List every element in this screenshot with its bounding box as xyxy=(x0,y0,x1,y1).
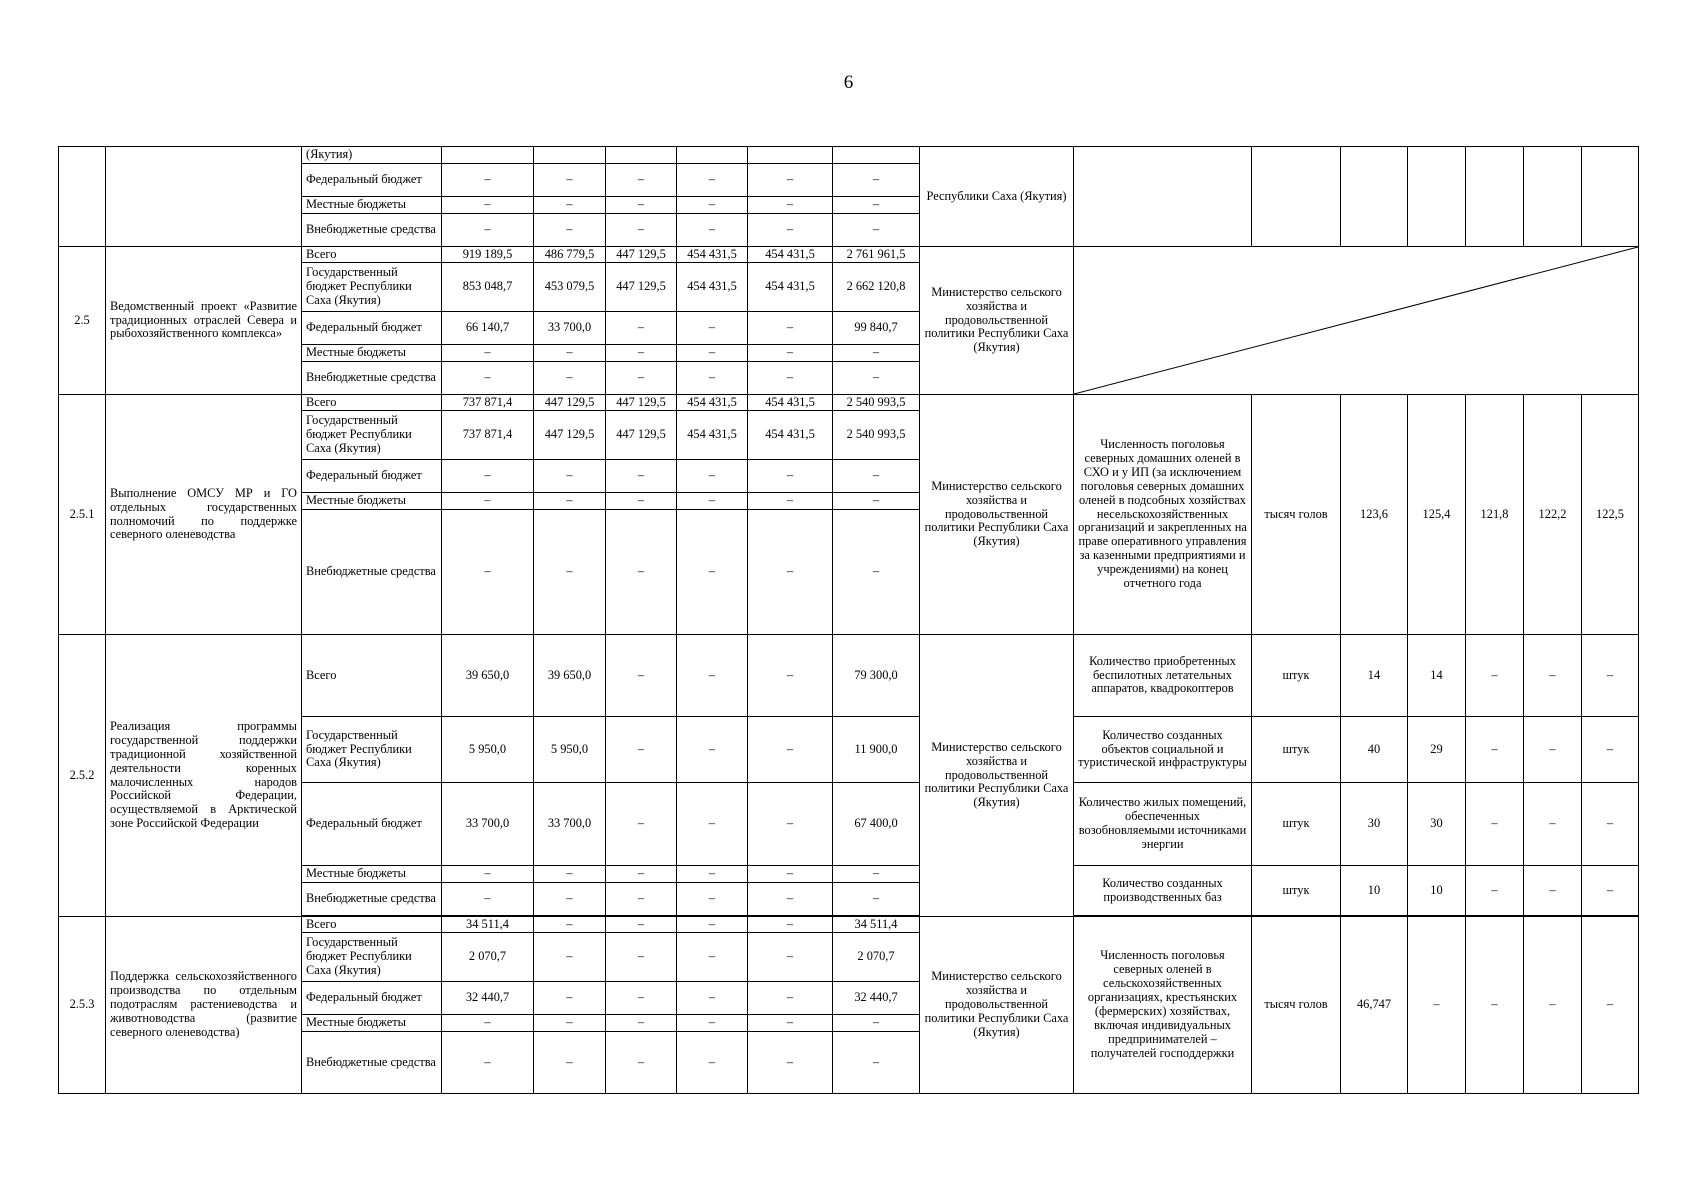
value-cell: 853 048,7 xyxy=(442,263,534,312)
source-label: Местные бюджеты xyxy=(302,345,442,362)
table-row: Внебюджетные средства – – – – – – xyxy=(59,214,1639,247)
source-label: Внебюджетные средства xyxy=(302,214,442,247)
value-cell: – xyxy=(748,635,833,717)
value-cell: – xyxy=(833,460,920,493)
value-cell: – xyxy=(833,493,920,510)
value-cell: – xyxy=(606,717,677,783)
value-cell: – xyxy=(748,345,833,362)
indicator-value: 30 xyxy=(1341,783,1408,866)
value-cell: – xyxy=(442,510,534,635)
value-cell: – xyxy=(833,362,920,395)
indicator-unit: тысяч голов xyxy=(1252,917,1341,1094)
indicator-value: – xyxy=(1582,917,1639,1094)
value-cell: 919 189,5 xyxy=(442,247,534,263)
value-cell: 39 650,0 xyxy=(534,635,606,717)
value-cell: 34 511,4 xyxy=(833,917,920,933)
value-cell: – xyxy=(606,460,677,493)
value-cell: 2 761 961,5 xyxy=(833,247,920,263)
value-cell: – xyxy=(833,345,920,362)
value-cell: – xyxy=(442,866,534,883)
value-cell: – xyxy=(748,1015,833,1032)
value-cell: – xyxy=(606,345,677,362)
cont-num-cell xyxy=(59,147,106,247)
executor-cell: Республики Саха (Якутия) xyxy=(920,147,1074,247)
value-cell: 34 511,4 xyxy=(442,917,534,933)
indicator-value: – xyxy=(1582,866,1639,916)
value-cell: 447 129,5 xyxy=(606,411,677,460)
table-row xyxy=(59,147,1639,164)
executor-cell: Министерство сельского хозяйства и продовольственной политики Республики Саха (Якутия) xyxy=(920,395,1074,635)
value-cell: 454 431,5 xyxy=(677,263,748,312)
value-cell: – xyxy=(748,362,833,395)
source-label: Федеральный бюджет xyxy=(302,460,442,493)
indicator-value: 14 xyxy=(1341,635,1408,717)
value-cell: – xyxy=(748,917,833,933)
indicator-name: Количество жилых помещений, обеспеченных возобновляемыми источниками энергии xyxy=(1074,783,1252,866)
value-cell: – xyxy=(534,933,606,982)
event-name: Поддержка сельскохозяйственного производства по отдельным подотраслям растениеводства и животноводства (развитие северного оленеводства) xyxy=(106,917,302,1094)
value-cell: – xyxy=(442,883,534,916)
indicator-value: 14 xyxy=(1408,635,1466,717)
table-row: Федеральный бюджет – – – – – – xyxy=(59,164,1639,197)
indicator-value: 125,4 xyxy=(1408,395,1466,635)
value-cell: – xyxy=(606,917,677,933)
value-cell: 66 140,7 xyxy=(442,312,534,345)
indicator-unit: тысяч голов xyxy=(1252,395,1341,635)
diagonal-line xyxy=(1074,247,1638,394)
value-cell: 454 431,5 xyxy=(748,411,833,460)
value-cell: – xyxy=(677,493,748,510)
executor-cell: Министерство сельского хозяйства и продовольственной политики Республики Саха (Якутия) xyxy=(920,917,1074,1094)
row-number: 2.5.1 xyxy=(59,395,106,635)
value-cell: 33 700,0 xyxy=(534,783,606,866)
value-cell: 79 300,0 xyxy=(833,635,920,717)
value-cell: 447 129,5 xyxy=(606,395,677,411)
value-cell: – xyxy=(677,883,748,916)
table-row xyxy=(59,395,1639,411)
indicator-value: 122,2 xyxy=(1524,395,1582,635)
source-label: Внебюджетные средства xyxy=(302,362,442,395)
value-cell: 486 779,5 xyxy=(534,247,606,263)
value-cell: – xyxy=(677,933,748,982)
indicator-value: 29 xyxy=(1408,717,1466,783)
indicator-value: – xyxy=(1466,783,1524,866)
value-cell: – xyxy=(606,493,677,510)
table-row xyxy=(59,635,1639,717)
value-cell: – xyxy=(534,345,606,362)
value-cell: – xyxy=(606,783,677,866)
indicator-unit: штук xyxy=(1252,717,1341,783)
value-cell: – xyxy=(677,460,748,493)
source-label: Всего xyxy=(302,917,442,933)
indicator-value: – xyxy=(1466,635,1524,717)
value-cell: 99 840,7 xyxy=(833,312,920,345)
source-label: Местные бюджеты xyxy=(302,1015,442,1032)
value-cell: 67 400,0 xyxy=(833,783,920,866)
indicator-value: – xyxy=(1466,717,1524,783)
value-cell: – xyxy=(606,866,677,883)
value-cell: – xyxy=(442,1015,534,1032)
source-label: Местные бюджеты xyxy=(302,866,442,883)
indicator-unit: штук xyxy=(1252,783,1341,866)
indicator-value: – xyxy=(1466,917,1524,1094)
indicator-name: Численность поголовья северных оленей в сельскохозяйственных организациях, крестьянских (фермерских) хозяйствах, включая индивидуальных предпринимателей – получателей господдержки xyxy=(1074,917,1252,1094)
value-cell: – xyxy=(534,917,606,933)
indicator-value: – xyxy=(1524,717,1582,783)
table-row: Местные бюджеты – – – – – – xyxy=(59,197,1639,214)
value-cell: – xyxy=(534,866,606,883)
value-cell: – xyxy=(534,883,606,916)
indicator-value: 46,747 xyxy=(1341,917,1408,1094)
indicator-name: Количество созданных производственных баз xyxy=(1074,866,1252,916)
source-label: Федеральный бюджет xyxy=(302,164,442,197)
value-cell: – xyxy=(442,493,534,510)
cont-name-cell xyxy=(106,147,302,247)
source-label: Местные бюджеты xyxy=(302,493,442,510)
program-table xyxy=(58,146,1639,1094)
value-cell: – xyxy=(748,717,833,783)
indicator-value: – xyxy=(1582,635,1639,717)
source-label: Внебюджетные средства xyxy=(302,1032,442,1094)
source-label: Федеральный бюджет xyxy=(302,312,442,345)
value-cell: 32 440,7 xyxy=(833,982,920,1015)
value-cell: 454 431,5 xyxy=(677,411,748,460)
value-cell: – xyxy=(606,883,677,916)
value-cell: – xyxy=(748,1032,833,1094)
value-cell: – xyxy=(606,362,677,395)
source-label: Государственный бюджет Республики Саха (Якутия) xyxy=(302,263,442,312)
indicator-value: – xyxy=(1582,717,1639,783)
value-cell: – xyxy=(677,312,748,345)
source-label: Внебюджетные средства xyxy=(302,883,442,916)
value-cell: – xyxy=(833,1032,920,1094)
indicator-value: – xyxy=(1582,783,1639,866)
value-cell: 2 662 120,8 xyxy=(833,263,920,312)
source-label: (Якутия) xyxy=(302,147,442,164)
event-name: Реализация программы государственной поддержки традиционной хозяйственной деятельности коренных малочисленных народов Российской Федерации, осуществляемой в Арктической зоне Российской Федерации xyxy=(106,635,302,917)
value-cell: – xyxy=(748,982,833,1015)
indicator-name: Количество приобретенных беспилотных летательных аппаратов, квадрокоптеров xyxy=(1074,635,1252,717)
indicator-value: 10 xyxy=(1341,866,1408,916)
value-cell: 454 431,5 xyxy=(748,395,833,411)
value-cell: 454 431,5 xyxy=(677,395,748,411)
source-label: Государственный бюджет Республики Саха (Якутия) xyxy=(302,933,442,982)
source-label: Всего xyxy=(302,395,442,411)
value-cell: 737 871,4 xyxy=(442,411,534,460)
value-cell: 454 431,5 xyxy=(677,247,748,263)
value-cell: – xyxy=(833,510,920,635)
value-cell: – xyxy=(748,510,833,635)
value-cell: – xyxy=(606,933,677,982)
value-cell: 39 650,0 xyxy=(442,635,534,717)
value-cell: – xyxy=(534,362,606,395)
indicator-value: – xyxy=(1524,866,1582,916)
value-cell: 5 950,0 xyxy=(534,717,606,783)
indicator-name: Количество созданных объектов социальной и туристической инфраструктуры xyxy=(1074,717,1252,783)
value-cell: 2 070,7 xyxy=(833,933,920,982)
indicator-unit: штук xyxy=(1252,635,1341,717)
value-cell: – xyxy=(748,493,833,510)
value-cell: – xyxy=(677,783,748,866)
value-cell: – xyxy=(442,460,534,493)
value-cell: 33 700,0 xyxy=(534,312,606,345)
value-cell: – xyxy=(442,1032,534,1094)
value-cell: – xyxy=(677,362,748,395)
indicator-value: 10 xyxy=(1408,866,1466,916)
value-cell: – xyxy=(606,1015,677,1032)
value-cell: – xyxy=(534,460,606,493)
value-cell: – xyxy=(534,1015,606,1032)
value-cell: – xyxy=(442,362,534,395)
indicator-name: Численность поголовья северных домашних оленей в СХО и у ИП (за исключением поголовья северных домашних оленей в подсобных хозяйствах несельскохозяйственных организаций и закрепленных на праве оперативного управления за казенными предприятиями и учреждениями) на конец отчетного года xyxy=(1074,395,1252,635)
value-cell: – xyxy=(606,982,677,1015)
indicator-unit: штук xyxy=(1252,866,1341,916)
value-cell: – xyxy=(606,510,677,635)
value-cell: – xyxy=(677,982,748,1015)
value-cell: 737 871,4 xyxy=(442,395,534,411)
value-cell: – xyxy=(748,883,833,916)
source-label: Федеральный бюджет xyxy=(302,982,442,1015)
value-cell: – xyxy=(534,982,606,1015)
value-cell: – xyxy=(677,1032,748,1094)
value-cell: 454 431,5 xyxy=(748,263,833,312)
row-number: 2.5 xyxy=(59,247,106,395)
value-cell: – xyxy=(677,717,748,783)
value-cell: 447 129,5 xyxy=(534,395,606,411)
value-cell: 2 540 993,5 xyxy=(833,395,920,411)
indicator-value: – xyxy=(1408,917,1466,1094)
value-cell: 32 440,7 xyxy=(442,982,534,1015)
value-cell: – xyxy=(677,1015,748,1032)
row-number: 2.5.3 xyxy=(59,917,106,1094)
value-cell: – xyxy=(677,345,748,362)
value-cell: 453 079,5 xyxy=(534,263,606,312)
value-cell: – xyxy=(677,635,748,717)
value-cell: – xyxy=(748,783,833,866)
indicator-value: 123,6 xyxy=(1341,395,1408,635)
indicator-value: 30 xyxy=(1408,783,1466,866)
value-cell: 447 129,5 xyxy=(606,247,677,263)
indicator-value: 122,5 xyxy=(1582,395,1639,635)
indicator-value: – xyxy=(1524,635,1582,717)
indicator-value: – xyxy=(1466,866,1524,916)
value-cell: 2 540 993,5 xyxy=(833,411,920,460)
table-row xyxy=(59,917,1639,933)
row-number: 2.5.2 xyxy=(59,635,106,917)
value-cell: 5 950,0 xyxy=(442,717,534,783)
value-cell: 2 070,7 xyxy=(442,933,534,982)
source-label: Государственный бюджет Республики Саха (Якутия) xyxy=(302,411,442,460)
value-cell: – xyxy=(442,345,534,362)
value-cell: 11 900,0 xyxy=(833,717,920,783)
value-cell: – xyxy=(534,1032,606,1094)
executor-cell: Министерство сельского хозяйства и продовольственной политики Республики Саха (Якутия) xyxy=(920,635,1074,917)
source-label: Всего xyxy=(302,635,442,717)
indicator-value: – xyxy=(1524,783,1582,866)
value-cell: 447 129,5 xyxy=(606,263,677,312)
value-cell: – xyxy=(748,866,833,883)
executor-cell: Министерство сельского хозяйства и продовольственной политики Республики Саха (Якутия) xyxy=(920,247,1074,395)
value-cell: 447 129,5 xyxy=(534,411,606,460)
indicator-value: 121,8 xyxy=(1466,395,1524,635)
source-label: Всего xyxy=(302,247,442,263)
source-label: Внебюджетные средства xyxy=(302,510,442,635)
event-name: Выполнение ОМСУ МР и ГО отдельных государственных полномочий по поддержке северного оленеводства xyxy=(106,395,302,635)
value-cell: – xyxy=(833,1015,920,1032)
page-number: 6 xyxy=(843,72,854,93)
value-cell: – xyxy=(833,883,920,916)
value-cell: – xyxy=(534,510,606,635)
indicator-value: 40 xyxy=(1341,717,1408,783)
value-cell: 454 431,5 xyxy=(748,247,833,263)
event-name: Ведомственный проект «Развитие традиционных отраслей Севера и рыбохозяйственного комплекса» xyxy=(106,247,302,395)
source-label: Федеральный бюджет xyxy=(302,783,442,866)
value-cell: – xyxy=(606,1032,677,1094)
source-label: Местные бюджеты xyxy=(302,197,442,214)
source-label: Государственный бюджет Республики Саха (Якутия) xyxy=(302,717,442,783)
value-cell: – xyxy=(748,933,833,982)
indicator-value: – xyxy=(1524,917,1582,1094)
diagonal-blank-cell xyxy=(1074,247,1639,395)
value-cell: – xyxy=(606,635,677,717)
value-cell: – xyxy=(748,460,833,493)
value-cell: – xyxy=(833,866,920,883)
value-cell: – xyxy=(677,866,748,883)
value-cell: – xyxy=(606,312,677,345)
table-row xyxy=(59,247,1639,263)
value-cell: – xyxy=(534,493,606,510)
value-cell: – xyxy=(748,312,833,345)
value-cell: – xyxy=(677,510,748,635)
value-cell: 33 700,0 xyxy=(442,783,534,866)
value-cell: – xyxy=(677,917,748,933)
